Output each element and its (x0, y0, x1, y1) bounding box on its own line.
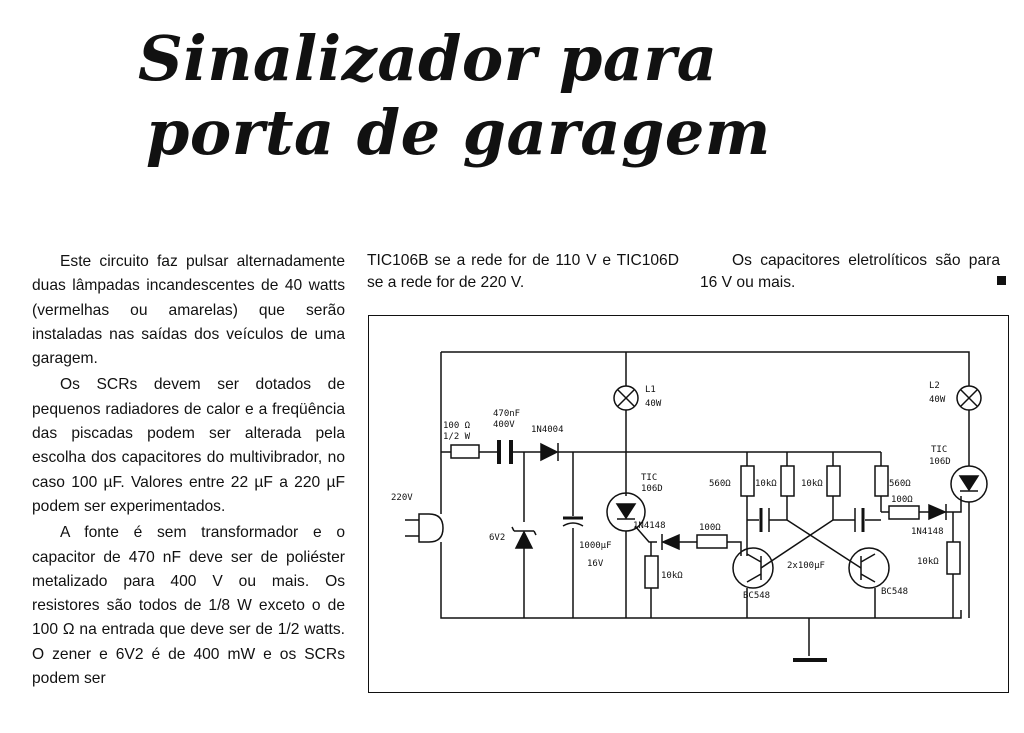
coupling-capacitor-right (855, 508, 863, 532)
top-rail-wire (441, 352, 969, 386)
input-resistor (451, 445, 479, 458)
gate-resistor-right (947, 542, 960, 574)
circuit-schematic (368, 315, 1009, 693)
label-lamp-1: L1 (645, 385, 656, 395)
label-scr-1-model: 106D (641, 484, 663, 494)
label-lamp-2-watts: 40W (929, 395, 946, 405)
paragraph-1: Este circuito faz pulsar alternadamente duas lâmpadas incandescentes de 40 watts (vermelhas ou amarelas) que serão instaladas nas saídas dos veículos de uma garagem. (32, 253, 345, 368)
lamp-1 (614, 386, 638, 410)
wire (833, 496, 855, 520)
input-diode (541, 443, 558, 461)
label-series-resistor-left: 100Ω (699, 523, 721, 533)
series-resistor-left (697, 535, 727, 548)
wire (747, 496, 881, 556)
label-transistor-q2: BC548 (881, 587, 909, 597)
label-scr-1: TIC (641, 473, 658, 483)
label-gate-diode-left: 1N4148 (633, 521, 666, 531)
label-transistor-q1: BC548 (743, 591, 771, 601)
paragraph-3: A fonte é sem transformador e o capacitor de 470 nF deve ser de poliéster metalizado para 400 V ou mais. Os resistores são todos de 1/8 W exceto o de 100 Ω na entrada que deve ser de 1/2 watts. O zener e 6V2 é de 400 mW e os SCRs podem ser (32, 524, 345, 688)
title-line-2: porta de garagem (146, 96, 771, 169)
filter-capacitor (563, 518, 583, 526)
label-base-resistor-left: 10kΩ (755, 479, 777, 489)
schematic-drawing (369, 316, 1010, 694)
power-plug (405, 514, 443, 542)
paragraph-5: Os capacitores eletrolíticos são para 16 V ou mais. (700, 252, 1000, 291)
label-220v: 220V (391, 493, 413, 503)
label-input-resistor: 100 Ω (443, 421, 471, 431)
label-gate-resistor-right: 10kΩ (917, 557, 939, 567)
body-column-1 (32, 250, 345, 693)
label-gate-diode-right: 1N4148 (911, 527, 944, 537)
paragraph-2: Os SCRs devem ser dotados de pequenos radiadores de calor e a freqüência das piscadas podem ser alterada pela escolha dos capacitores do multivibrador, no caso 100 µF. Valores entre 22 µF a 220 µF podem ser experimentados. (32, 376, 345, 515)
series-resistor-right (889, 506, 919, 519)
scr-2 (951, 466, 987, 502)
label-input-diode: 1N4004 (531, 425, 564, 435)
transistor-q2 (849, 548, 889, 588)
zener-diode (512, 527, 536, 548)
label-zener: 6V2 (489, 533, 506, 543)
base-resistor-right (827, 466, 840, 496)
label-input-resistor-power: 1/2 W (443, 432, 471, 442)
label-scr-2-model: 106D (929, 457, 951, 467)
label-input-capacitor-voltage: 400V (493, 420, 515, 430)
gate-diode-right (929, 504, 946, 520)
title-line-1: Sinalizador para (138, 22, 718, 95)
article-title (138, 22, 771, 170)
coupling-capacitor-left (761, 508, 769, 532)
base-resistor-left (781, 466, 794, 496)
end-of-article-mark (997, 276, 1006, 285)
label-lamp-2: L2 (929, 381, 940, 391)
collector-resistor-right (875, 466, 888, 496)
label-filter-capacitor: 1000µF (579, 541, 612, 551)
wire (769, 496, 787, 520)
gate-resistor-left (645, 556, 658, 588)
body-column-2 (367, 250, 679, 294)
gate-diode-left (662, 534, 679, 550)
paragraph-4: TIC106B se a rede for de 110 V e TIC106D se a rede for de 220 V. (367, 252, 679, 291)
label-series-resistor-right: 100Ω (891, 495, 913, 505)
label-multivibrator-capacitors: 2x100µF (787, 561, 825, 571)
label-collector-resistor-left: 560Ω (709, 479, 731, 489)
input-capacitor (499, 440, 511, 464)
label-input-capacitor: 470nF (493, 409, 521, 419)
collector-resistor-left (741, 466, 754, 496)
lamp-2 (957, 386, 981, 410)
transistor-q1 (733, 548, 773, 588)
label-gate-resistor-left: 10kΩ (661, 571, 683, 581)
label-base-resistor-right: 10kΩ (801, 479, 823, 489)
label-filter-capacitor-voltage: 16V (587, 559, 604, 569)
label-scr-2: TIC (931, 445, 948, 455)
body-column-3 (700, 250, 1000, 294)
label-collector-resistor-right: 560Ω (889, 479, 911, 489)
label-lamp-1-watts: 40W (645, 399, 662, 409)
